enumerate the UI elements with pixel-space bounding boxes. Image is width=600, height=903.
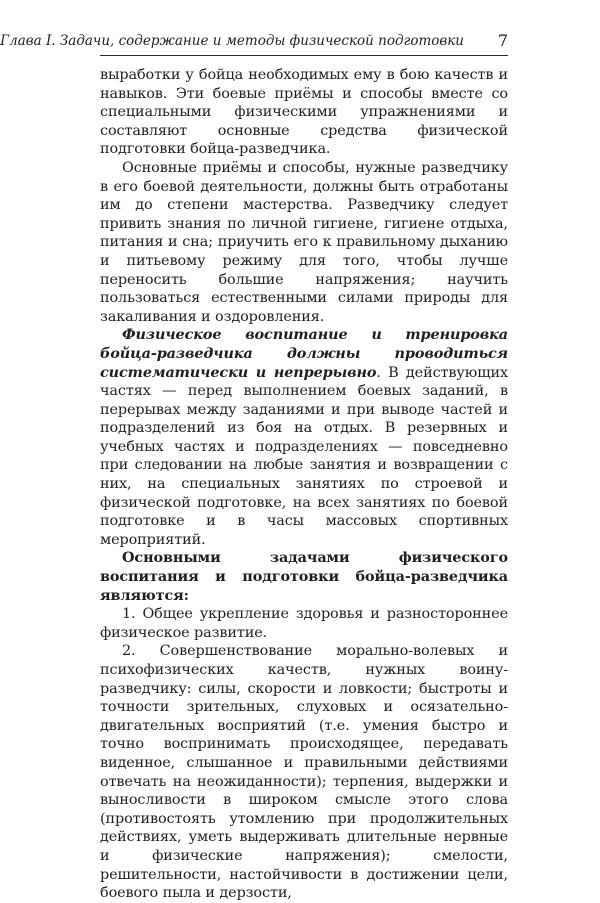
body-text [100, 66, 508, 903]
running-head: Глава I. Задачи, содержание и методы физической подготовки [0, 33, 464, 49]
page-number: 7 [497, 31, 508, 50]
tasks-heading: Основными задачами физического воспитания и подготовки бойца-разведчика являются: [100, 549, 508, 604]
paragraph-task-1: 1. Общее укрепление здоровья и разностороннее физическое развитие. [100, 606, 508, 641]
paragraph-1: выработки у бойца необходимых ему в бою качеств и навыков. Эти боевые приёмы и способы вместе со специальными физическими упражнениями и составляют основные средства физической подготовки бойца-разведчика. [100, 67, 508, 158]
page-header [0, 31, 508, 56]
paragraph-2: Основные приёмы и способы, нужные разведчику в его боевой деятельности, должны быть отработаны им до степени мастерства. Разведчику следует привить знания по личной гигиене, гигиене отдыха, питания и сна; приучить его к правильному дыханию и питьевому режиму для того, чтобы лучше переносить большие напряжения; научить пользоваться естественными силами природы для закаливания и оздоровления. [100, 159, 508, 325]
paragraph-task-2: 2. Совершенствование морально-волевых и психофизических качеств, нужных воину-разведчику: силы, скорости и ловкости; быстроты и точности зрительных, слуховых и осязательно-двигательных восприятий (т.е. умения быстро и точно воспринимать происходящее, передавать виденное, слышанное и правильными действиями отвечать на неожиданности); терпения, выдержки и выносливости в широком смысле этого слова (противостоять утомлению при продолжительных действиях, уметь выдерживать длительные нервные и физические напряжения); смелости, решительности, настойчивости в достижении цели, боевого пыла и дерзости, [100, 643, 508, 902]
paragraph-3: Физическое воспитание и тренировка бойца-разведчика должны проводиться систематически и непрерывно. В действующих частях — перед выполнением боевых заданий, в перерывах между заданиями и при выводе частей и подразделений из боя на отдых. В резервных и учебных частях и подразделениях — повседневно при следовании на любые занятия и возвращении с них, на специальных занятиях по строевой и физической подготовке, на всех занятиях по боевой подготовке и в часы массовых спортивных мероприятий. [100, 326, 508, 548]
emphasis-text: Физическое воспитание и тренировка бойца-разведчика должны проводиться систематически и непрерывно [100, 326, 508, 381]
